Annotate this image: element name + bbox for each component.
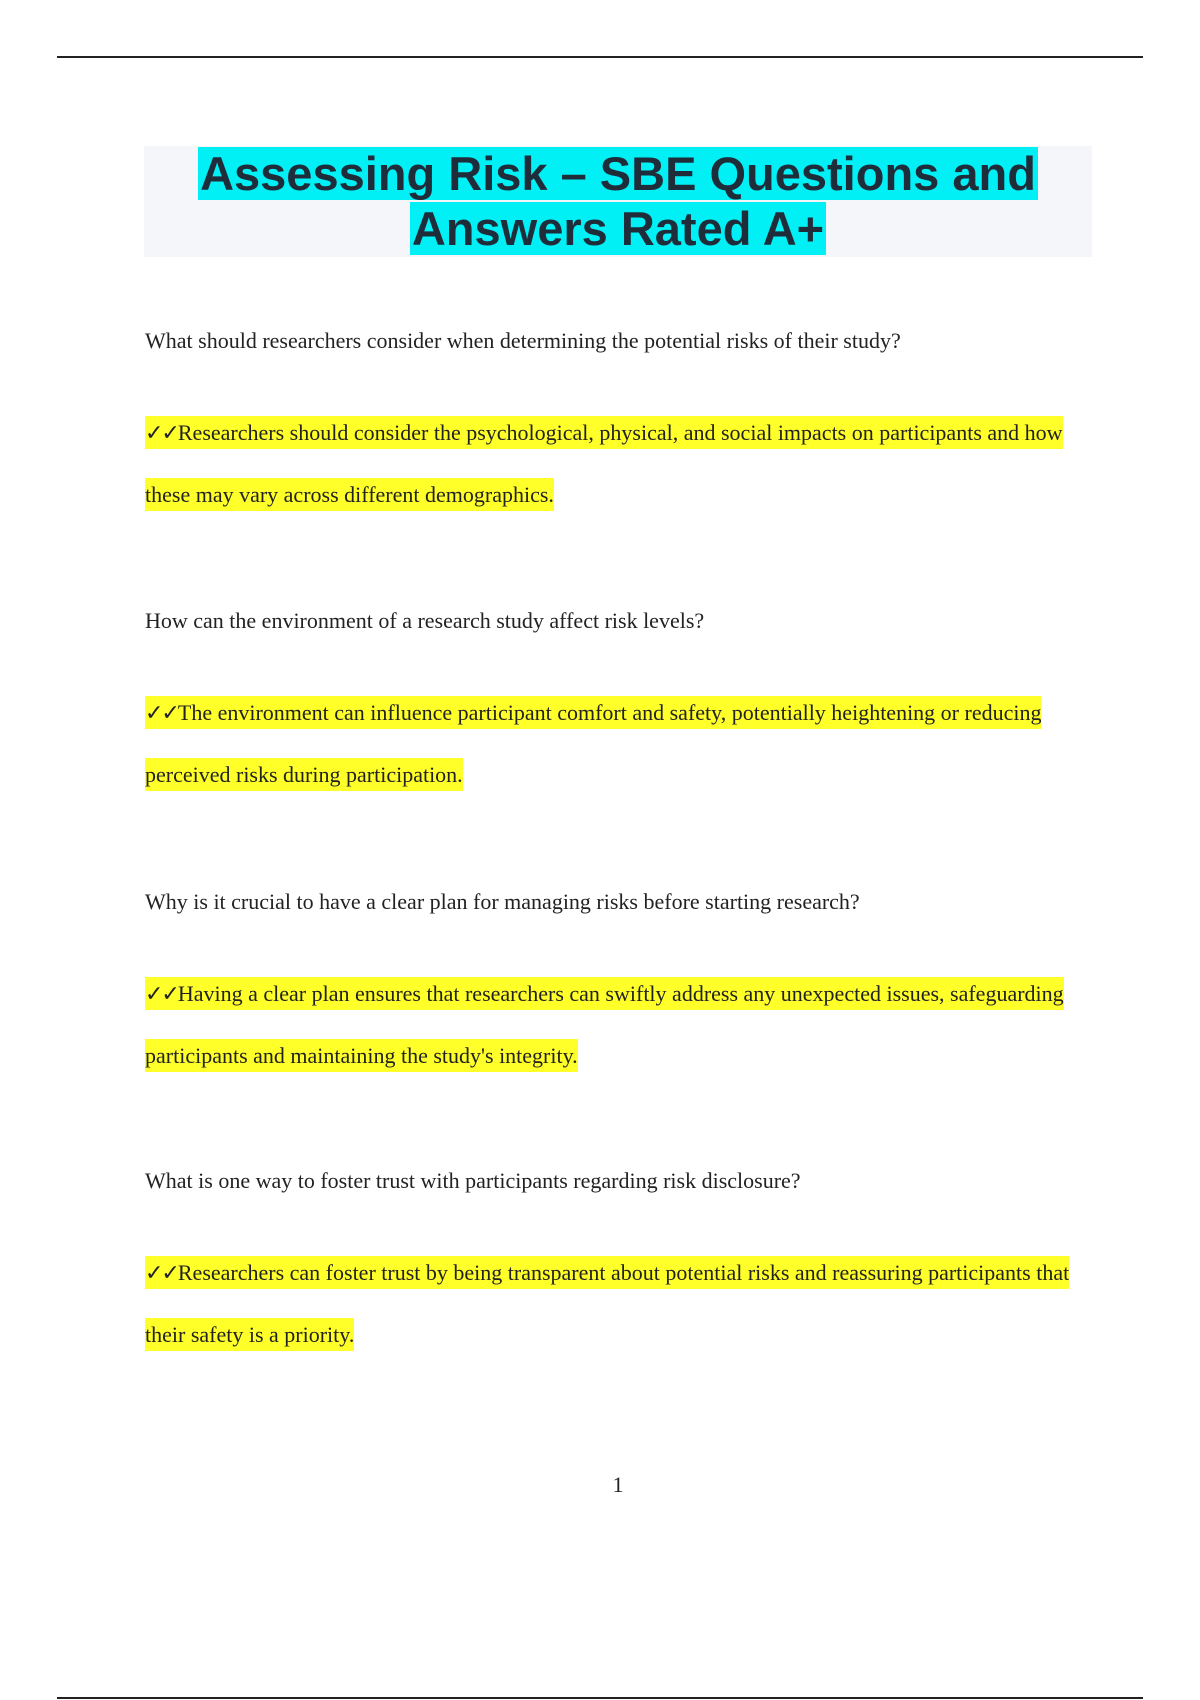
double-check-icon: ✓✓	[145, 1261, 178, 1286]
double-check-icon: ✓✓	[145, 421, 178, 446]
question-3: Why is it crucial to have a clear plan for managing risks before starting research?	[145, 889, 860, 914]
title-text-1: Assessing Risk – SBE Questions and	[200, 147, 1036, 200]
question-2: How can the environment of a research study affect risk levels?	[145, 608, 705, 633]
qa-item-2	[145, 607, 1095, 805]
bottom-rule	[57, 1697, 1143, 1699]
answer-highlight-2	[145, 696, 1041, 791]
title-text-2: Answers Rated A+	[411, 202, 825, 255]
answer-highlight-4	[145, 1256, 1069, 1351]
answer-1	[145, 402, 1095, 525]
page-number: 1	[612, 1472, 624, 1497]
answer-2	[145, 682, 1095, 805]
answer-3	[145, 963, 1095, 1086]
answer-highlight-3	[145, 977, 1064, 1072]
answer-text-4: Researchers can foster trust by being transparent about potential risks and reassuring participants that their safety is a priority.	[145, 1260, 1070, 1347]
question-1: What should researchers consider when determining the potential risks of their study?	[145, 328, 901, 353]
title-line-1	[144, 146, 1092, 201]
double-check-icon: ✓✓	[145, 982, 178, 1007]
question-4: What is one way to foster trust with participants regarding risk disclosure?	[145, 1168, 801, 1193]
title-box	[144, 146, 1092, 257]
qa-item-4	[145, 1167, 1095, 1365]
answer-4	[145, 1242, 1095, 1365]
top-rule	[57, 56, 1143, 58]
answer-text-2: The environment can influence participant comfort and safety, potentially heightening or reducing perceived risks during participation.	[145, 700, 1042, 787]
qa-item-1	[145, 327, 1095, 525]
answer-highlight-1	[145, 416, 1063, 511]
answer-text-3: Having a clear plan ensures that researchers can swiftly address any unexpected issues, safeguarding participants and maintaining the study's integrity.	[145, 981, 1064, 1068]
qa-item-3	[145, 888, 1095, 1086]
answer-text-1: Researchers should consider the psychological, physical, and social impacts on participants and how these may vary across different demographics.	[145, 420, 1063, 507]
double-check-icon: ✓✓	[145, 701, 178, 726]
title-line-2	[144, 201, 1092, 256]
